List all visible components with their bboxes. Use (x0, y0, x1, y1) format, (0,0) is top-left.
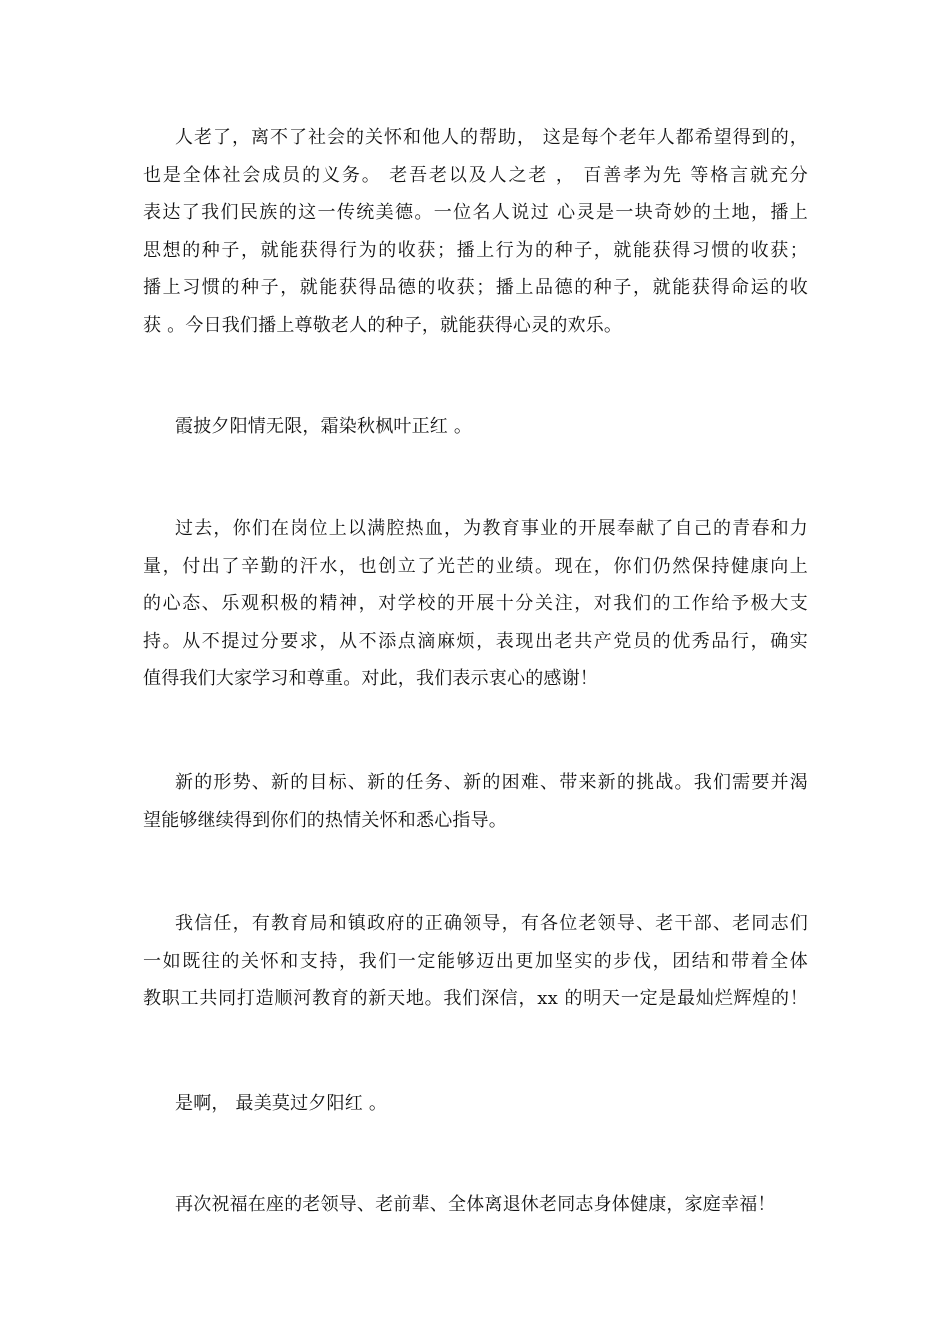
paragraph-sunset-verse (143, 408, 808, 446)
text-line: 我信任，有教育局和镇政府的正确领导，有各位老领导、老干部、老同志们 (175, 913, 808, 934)
text-line: 过去，你们在岗位上以满腔热血，为教育事业的开展奉献了自己的青春和力 (175, 518, 808, 539)
text-line: 人老了，离不了社会的关怀和他人的帮助， 这是每个老年人都希望得到的， (175, 127, 808, 148)
text-line: 思想的种子，就能获得行为的收获；播上行为的种子，就能获得习惯的收获； (143, 239, 808, 261)
text-line: 的心态、乐观积极的精神，对学校的开展十分关注，对我们的工作给予极大支 (143, 593, 808, 614)
paragraph-new-challenges (143, 764, 808, 839)
paragraph-care-for-elderly (143, 119, 808, 344)
text-line: 值得我们大家学习和尊重。对此，我们表示衷心的感谢！ (143, 668, 598, 689)
text-line: 获 。今日我们播上尊敬老人的种子，就能获得心灵的欢乐。 (143, 314, 623, 336)
text-line: 再次祝福在座的老领导、老前辈、全体离退休老同志身体健康，家庭幸福！ (175, 1194, 776, 1215)
text-line: 教职工共同打造顺河教育的新天地。我们深信，xx 的明天一定是最灿烂辉煌的！ (143, 988, 808, 1009)
text-line: 望能够继续得到你们的热情关怀和悉心指导。 (143, 809, 507, 831)
paragraph-confidence (143, 905, 808, 1018)
text-line: 持。从不提过分要求，从不添点滴麻烦，表现出老共产党员的优秀品行，确实 (143, 630, 808, 652)
paragraph-past-contributions (143, 510, 808, 698)
text-line: 也是全体社会成员的义务。 老吾老以及人之老 ， 百善孝为先 等格言就充分 (143, 164, 808, 186)
paragraph-closing-wishes (143, 1186, 808, 1224)
paragraph-sunset-red (143, 1085, 808, 1123)
text-line: 一如既往的关怀和支持，我们一定能够迈出更加坚实的步伐，团结和带着全体 (143, 950, 808, 972)
text-line: 霞披夕阳情无限，霜染秋枫叶正红 。 (175, 416, 473, 437)
text-line: 量，付出了辛勤的汗水，也创立了光芒的业绩。现在，你们仍然保持健康向上 (143, 555, 808, 577)
text-line: 播上习惯的种子，就能获得品德的收获；播上品德的种子，就能获得命运的收 (143, 277, 808, 298)
text-line: 新的形势、新的目标、新的任务、新的困难、带来新的挑战。我们需要并渴 (175, 772, 808, 793)
text-line: 表达了我们民族的这一传统美德。一位名人说过 心灵是一块奇妙的土地，播上 (143, 202, 808, 223)
text-line: 是啊， 最美莫过夕阳红 。 (175, 1093, 388, 1114)
